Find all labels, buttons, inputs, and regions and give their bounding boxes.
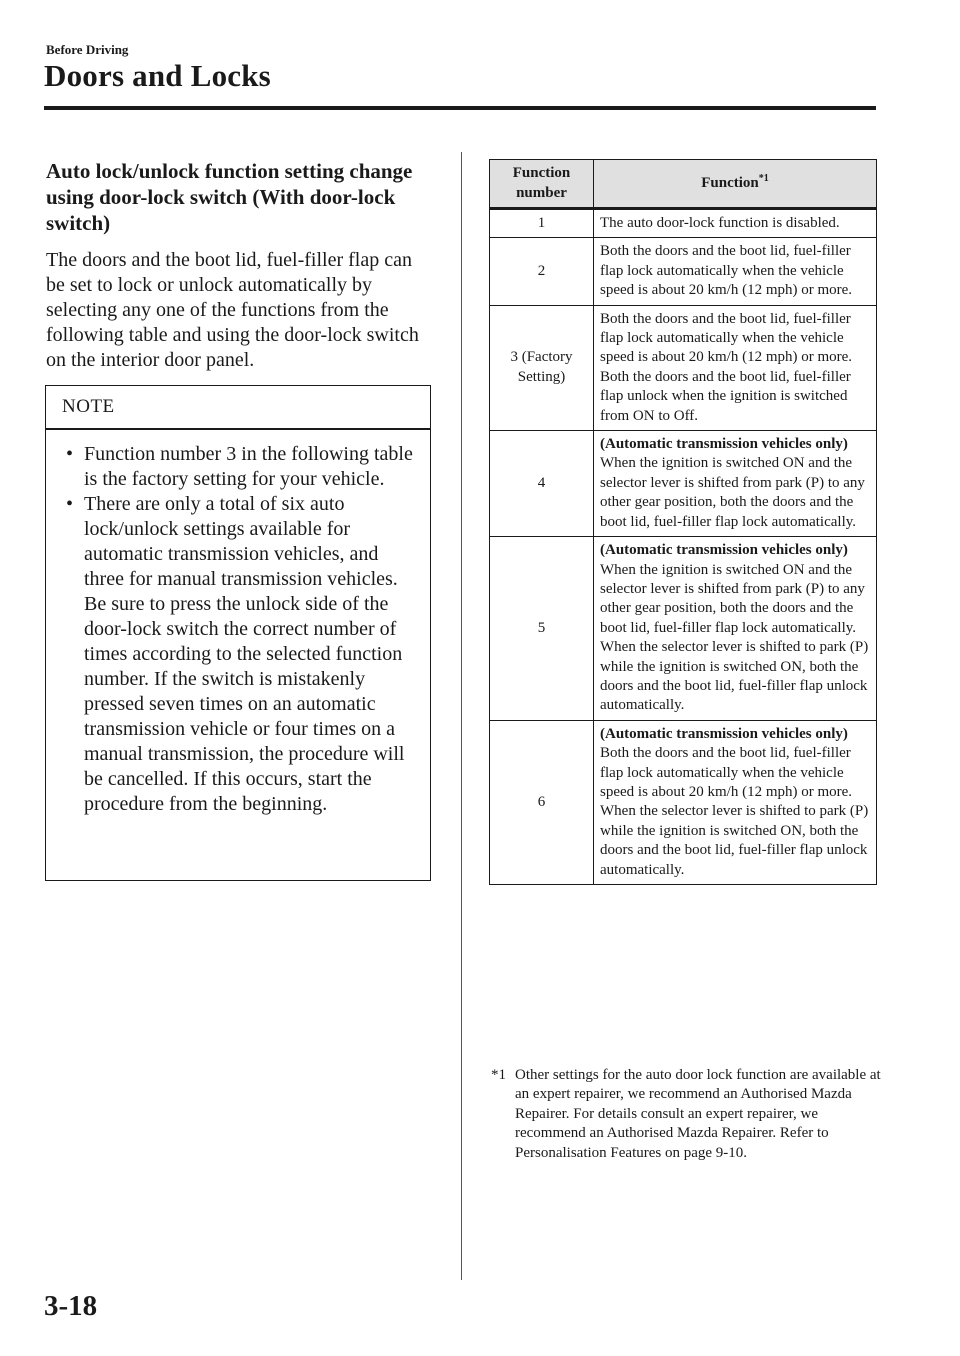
header-function-number: Function number bbox=[490, 160, 594, 209]
function-description bbox=[594, 305, 877, 430]
function-number: 6 bbox=[490, 720, 594, 884]
function-condition: (Automatic transmission vehicles only) bbox=[600, 542, 848, 559]
table-row bbox=[490, 431, 877, 537]
function-description bbox=[594, 238, 877, 305]
note-title: NOTE bbox=[62, 396, 115, 417]
note-list bbox=[60, 442, 420, 817]
function-text: The auto door-lock function is disabled. bbox=[600, 215, 840, 231]
function-description bbox=[594, 431, 877, 537]
note-item bbox=[60, 442, 420, 492]
bullet-icon: • bbox=[66, 443, 74, 465]
function-number: 2 bbox=[490, 238, 594, 305]
header-function-label: Function bbox=[701, 174, 759, 191]
function-number: 3 (Factory Setting) bbox=[490, 305, 594, 430]
function-number: 5 bbox=[490, 537, 594, 721]
function-description bbox=[594, 209, 877, 238]
table-row bbox=[490, 238, 877, 305]
header-rule bbox=[44, 106, 876, 110]
function-text: Both the doors and the boot lid, fuel-filler flap lock automatically when the vehicle speed is about 20 km/h (12 mph) or more. When the selector lever is shifted to park (P) while the ignition is switched ON, both the doors and the boot lid, fuel-filler flap unlock automatically. bbox=[600, 745, 869, 878]
function-table bbox=[489, 159, 877, 885]
note-divider bbox=[46, 428, 430, 430]
table-header-row bbox=[490, 160, 877, 209]
bullet-icon: • bbox=[66, 493, 74, 515]
table-row bbox=[490, 537, 877, 721]
footnote-ref: *1 bbox=[758, 172, 769, 184]
column-divider bbox=[461, 152, 462, 1280]
table-row bbox=[490, 305, 877, 430]
page-title: Doors and Locks bbox=[44, 58, 271, 93]
function-number: 4 bbox=[490, 431, 594, 537]
function-condition: (Automatic transmission vehicles only) bbox=[600, 725, 848, 742]
footnote-mark: *1 bbox=[491, 1067, 506, 1083]
function-number: 1 bbox=[490, 209, 594, 238]
function-text: Both the doors and the boot lid, fuel-filler flap lock automatically when the vehicle speed is about 20 km/h (12 mph) or more. Both the doors and the boot lid, fuel-filler flap unlock when the ignition is switched from ON to Off. bbox=[600, 310, 853, 424]
function-description bbox=[594, 720, 877, 884]
function-condition: (Automatic transmission vehicles only) bbox=[600, 436, 848, 453]
intro-paragraph: The doors and the boot lid, fuel-filler flap can be set to lock or unlock automatically by selecting any one of the functions from the following table and using the door-lock switch on the interior door panel. bbox=[46, 249, 419, 371]
header-function bbox=[594, 160, 877, 209]
function-text: When the ignition is switched ON and the selector lever is shifted from park (P) to any other gear position, both the doors and the boot lid, fuel-filler flap lock automatically. When the selector lever is shifted to park (P) while the ignition is switched ON, both the doors and the boot lid, fuel-filler flap unlock automatically. bbox=[600, 561, 869, 714]
subheading: Auto lock/unlock function setting change using door-lock switch (With door-lock switch) bbox=[46, 159, 413, 235]
note-item bbox=[60, 492, 420, 817]
page-number: 3-18 bbox=[44, 1290, 98, 1322]
table-row bbox=[490, 720, 877, 884]
left-column bbox=[46, 158, 434, 373]
section-label: Before Driving bbox=[46, 42, 129, 57]
note-box bbox=[45, 385, 431, 881]
footnote-text: Other settings for the auto door lock function are available at an expert repairer, we recommend an Authorised Mazda Repairer. For details consult an expert repairer, we recommend an Authorised Mazda Repairer. Refer to Personalisation Features on page 9-10. bbox=[515, 1067, 881, 1161]
table-row bbox=[490, 209, 877, 238]
function-description bbox=[594, 537, 877, 721]
function-text: Both the doors and the boot lid, fuel-filler flap lock automatically when the vehicle speed is about 20 km/h (12 mph) or more. bbox=[600, 243, 853, 299]
note-item-text: Function number 3 in the following table is the factory setting for your vehicle. bbox=[84, 443, 413, 490]
function-text: When the ignition is switched ON and the selector lever is shifted from park (P) to any other gear position, both the doors and the boot lid, fuel-filler flap lock automatically. bbox=[600, 455, 865, 530]
footnote bbox=[491, 1066, 881, 1163]
note-item-text: There are only a total of six auto lock/unlock settings available for automatic transmission vehicles, and three for manual transmission vehicles. Be sure to press the unlock side of the door-lock switch the correct number of times according to the selected function number. If the switch is mistakenly pressed seven times on an automatic transmission vehicle or four times on a manual transmission, the procedure will be cancelled. If this occurs, start the procedure from the beginning. bbox=[84, 493, 405, 815]
